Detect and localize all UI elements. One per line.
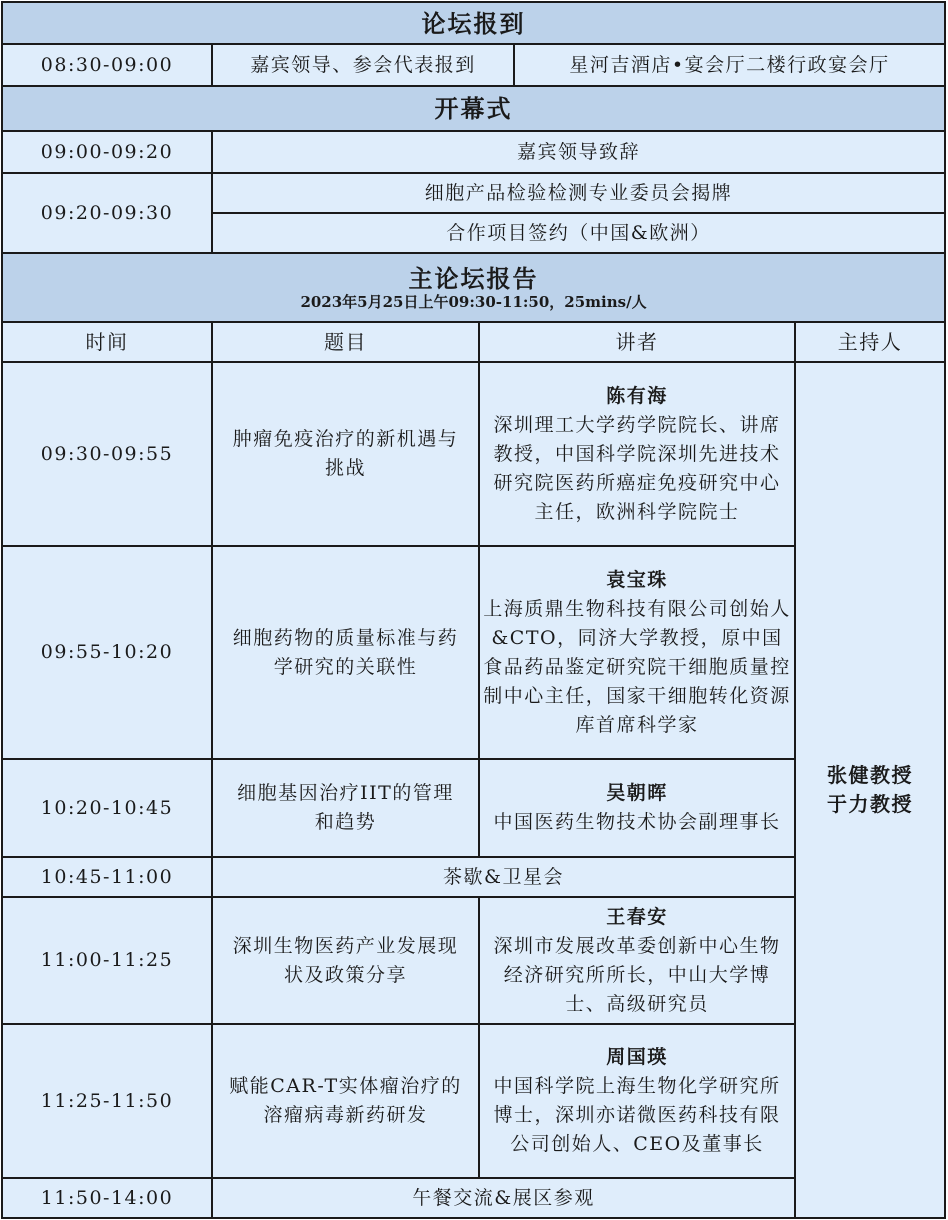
talk-speaker (479, 362, 795, 546)
opening-time: 09:20-09:30 (2, 173, 212, 253)
speaker-name: 周国瑛 (606, 1046, 668, 1068)
speaker-name: 吴朝晖 (606, 782, 668, 804)
opening-time: 09:00-09:20 (2, 131, 212, 173)
talk-speaker (479, 897, 795, 1024)
header-host: 主持人 (795, 322, 945, 362)
break-time: 10:45-11:00 (2, 857, 212, 897)
speaker-name: 袁宝珠 (606, 568, 668, 591)
talk-topic: 细胞基因治疗IIT的管理和趋势 (212, 759, 479, 857)
main-section-title (2, 253, 945, 322)
speaker-name: 陈有海 (606, 384, 668, 407)
column-header-row (2, 322, 945, 362)
talk-time: 11:25-11:50 (2, 1024, 212, 1178)
talk-speaker (479, 759, 795, 857)
talk-time: 11:00-11:25 (2, 897, 212, 1024)
lunch-time: 11:50-14:00 (2, 1178, 212, 1218)
host-name: 于力教授 (827, 792, 914, 816)
speaker-desc: 上海质鼎生物科技有限公司创始人&CTO，同济大学教授，原中国食品药品鉴定研究院干细胞质量控制中心主任，国家干细胞转化资源库首席科学家 (483, 597, 791, 736)
talk-speaker (479, 1024, 795, 1178)
opening-row (2, 173, 945, 213)
talk-topic: 深圳生物医药产业发展现状及政策分享 (212, 897, 479, 1024)
opening-section-title: 开幕式 (2, 86, 945, 131)
host-cell (795, 362, 945, 1218)
checkin-venue: 星河吉酒店•宴会厅二楼行政宴会厅 (514, 44, 945, 86)
header-time: 时间 (2, 322, 212, 362)
lunch-item: 午餐交流&展区参观 (212, 1178, 795, 1218)
talk-time: 10:20-10:45 (2, 759, 212, 857)
main-section-row (2, 253, 945, 322)
speaker-desc: 中国科学院上海生物化学研究所博士，深圳亦诺微医药科技有限公司创始人、CEO及董事长 (493, 1075, 781, 1155)
speaker-desc: 深圳市发展改革委创新中心生物经济研究所所长，中山大学博士、高级研究员 (493, 934, 781, 1015)
talk-topic: 赋能CAR-T实体瘤治疗的溶瘤病毒新药研发 (212, 1024, 479, 1178)
header-topic: 题目 (212, 322, 479, 362)
speaker-desc: 深圳理工大学药学院院长、讲席教授，中国科学院深圳先进技术研究院医药所癌症免疫研究中心主任，欧洲科学院院士 (493, 413, 781, 523)
speaker-name: 王春安 (606, 905, 668, 928)
opening-row (2, 131, 945, 173)
speaker-desc: 中国医药生物技术协会副理事长 (493, 811, 781, 833)
host-name: 张健教授 (827, 763, 914, 787)
main-section-heading: 主论坛报告 (408, 264, 539, 293)
opening-item: 细胞产品检验检测专业委员会揭牌 (212, 173, 945, 213)
opening-item: 合作项目签约（中国&欧洲） (212, 213, 945, 253)
checkin-item: 嘉宾领导、参会代表报到 (212, 44, 514, 86)
break-item: 茶歇&卫星会 (212, 857, 795, 897)
checkin-row (2, 44, 945, 86)
talk-time: 09:30-09:55 (2, 362, 212, 546)
main-section-subtitle: 2023年5月25日上午09:30-11:50，25mins/人 (300, 293, 647, 311)
agenda-table (1, 1, 946, 1219)
checkin-section-row (2, 2, 945, 44)
talk-topic: 肿瘤免疫治疗的新机遇与挑战 (212, 362, 479, 546)
header-speaker: 讲者 (479, 322, 795, 362)
talk-topic: 细胞药物的质量标准与药学研究的关联性 (212, 546, 479, 759)
opening-section-row (2, 86, 945, 131)
talk-speaker (479, 546, 795, 759)
checkin-section-title: 论坛报到 (2, 2, 945, 44)
checkin-time: 08:30-09:00 (2, 44, 212, 86)
talk-row (2, 362, 945, 546)
talk-time: 09:55-10:20 (2, 546, 212, 759)
opening-item: 嘉宾领导致辞 (212, 131, 945, 173)
